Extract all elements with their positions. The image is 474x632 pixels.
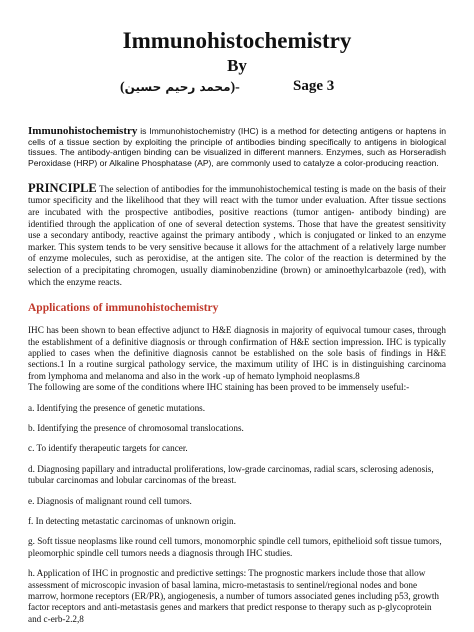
intro-text: is Immunohistochemistry (IHC) is a method for detecting antigens or haptens in cells of a tissue section by exploiting the principle of antibodies binding specifically to antigens in biological tissues. The antibody-antigen binding can be visualized in different manners. Enzymes, such as Horseradish Peroxidase (HRP) or Alkaline Phosphatase (AP), are commonly used to catalyze a color-producing reaction. xyxy=(28,126,446,169)
list-item: a. Identifying the presence of genetic mutations. xyxy=(28,402,206,413)
applications-list xyxy=(28,403,446,626)
applications-heading: Applications of immunohistochemistry xyxy=(28,302,219,315)
principle-text: The selection of antibodies for the immunohistochemical testing is made on the basis of their tumor specificity and the likelihood that they will react with the tumor under evaluation. After tissue sections are incubated with the prospective antibodies, positive reactions (tumor antigen- antibody binding) are identified through the application of one of several detection systems. Those that have the greatest sensitivity use a secondary antibody, reactive against the primary antibody , which is conjugated or linked to an enzyme marker. This system tends to be very sensitive because it allows for the attachment of a relatively large number of enzyme molecules, such as peroxidise, at the antigen site. The color of the reaction is determined by the selection of a precipitating chromogen, usually diaminobenzidine (brown) or aminoethylcarbazole (red), with which the enzyme reacts. xyxy=(28,184,446,288)
author-name xyxy=(120,80,240,96)
author-row xyxy=(28,78,446,100)
byline-label: By xyxy=(227,56,247,75)
author-arabic-name: محمد رحيم حسين xyxy=(124,80,231,94)
principle-lead: PRINCIPLE xyxy=(28,180,97,195)
principle-paragraph xyxy=(28,180,446,289)
author-suffix: ) xyxy=(120,80,125,95)
list-item: c. To identify therapeutic targets for cancer. xyxy=(28,443,188,454)
intro-paragraph xyxy=(28,126,446,169)
list-item: d. Diagnosing papillary and intraductal proliferations, low-grade carcinomas, radial scars, sclerosing adenosis, tubular carcinomas and lobular carcinomas of the breast. xyxy=(28,463,434,486)
list-item: g. Soft tissue neoplasms like round cell tumors, monomorphic spindle cell tumors, epithelioid soft tissue tumors, pleomorphic spindle cell tumors needs a diagnosis through IHC studies. xyxy=(28,536,442,558)
list-item: f. In detecting metastatic carcinomas of unknown origin. xyxy=(28,516,236,527)
applications-intro: IHC has been shown to bean effective adjunct to H&E diagnosis in majority of equivocal tumour cases, through the establishment of a definitive diagnosis or through confirmation of H&E section impression. IHC is typically applied to cases when the definitive diagnosis cannot be established on the sole basis of findings in H&E sections.1 In a routine surgical pathology service, the maximum utility of IHC is in distinguishing carcinoma from lymphoma and melanoma and also in the work -up of hemato lymphoid neoplasms.8 The following are some of the conditions where IHC staining has been proved to be immensely useful:- xyxy=(28,325,446,393)
intro-lead: Immunohistochemistry xyxy=(28,125,138,137)
author-sage: Sage 3 xyxy=(293,78,335,94)
author-prefix: -( xyxy=(230,80,240,95)
list-item: h. Application of IHC in prognostic and predictive settings: The prognostic markers include those that allow assessment of microscopic invasion of basal lamina, micro-metastasis to sentinel/regional nodes and bone marrow, hormone receptors (ER/PR), angiogenesis, a number of tumors associated genes including p53, growth factor receptors and anti-metastasis genes and markers that predict response to therapy such as p-glycoprotein and c-erb-2.2,8 xyxy=(28,568,439,624)
list-item: b. Identifying the presence of chromosomal translocations. xyxy=(28,423,244,433)
document-title: Immunohistochemistry xyxy=(122,28,352,53)
list-item: e. Diagnosis of malignant round cell tumors. xyxy=(28,495,192,506)
